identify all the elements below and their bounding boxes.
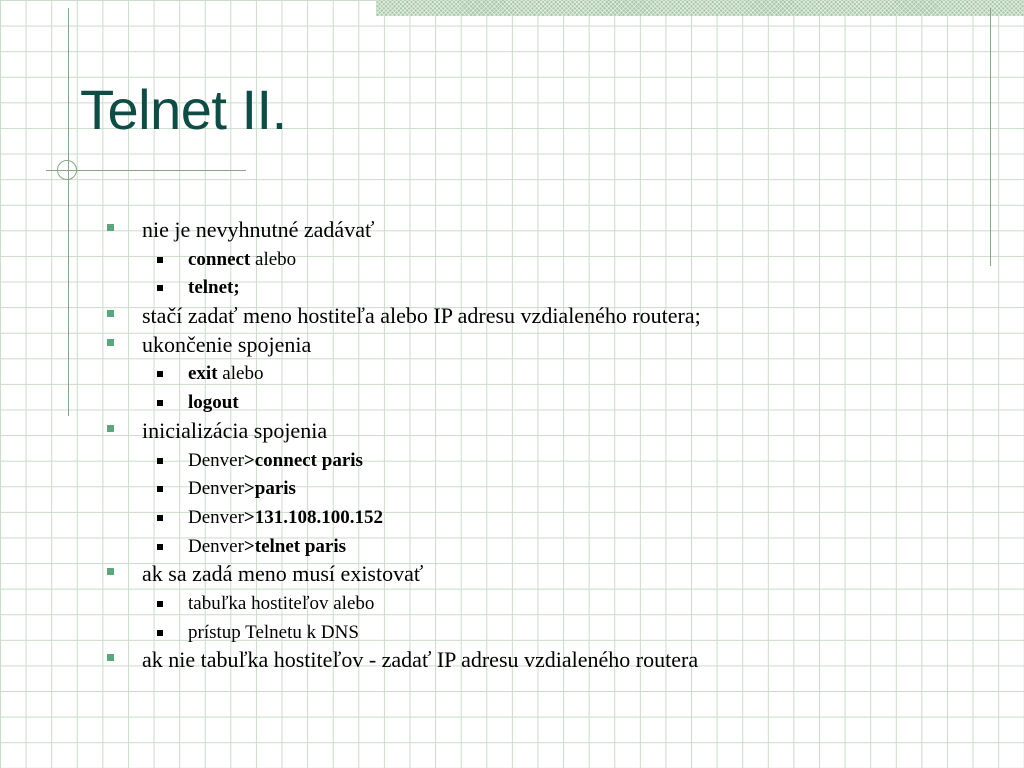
command-text: >telnet paris — [243, 535, 347, 557]
square-bullet-icon — [107, 310, 114, 317]
sub-bullet-item — [0, 530, 1024, 559]
sub-bullet-text: prístup Telnetu k DNS — [188, 621, 359, 643]
command-text: >connect paris — [243, 449, 363, 471]
bullet-text: inicializácia spojenia — [142, 417, 328, 443]
sub-bullet-item — [0, 357, 1024, 386]
sub-bullet-item — [0, 444, 1024, 473]
bullet-item — [0, 214, 1024, 243]
command-keyword: exit — [188, 363, 218, 385]
bullet-item — [0, 644, 1024, 673]
square-sub-bullet-icon — [157, 400, 163, 406]
command-keyword: logout — [188, 392, 239, 414]
square-bullet-icon — [107, 339, 114, 346]
square-bullet-icon — [107, 568, 114, 575]
prompt-text: Denver — [188, 449, 244, 471]
sub-bullet-item — [0, 616, 1024, 645]
sub-bullet-item — [0, 501, 1024, 530]
bullet-item — [0, 300, 1024, 329]
bullet-text: stačí zadať meno hostiteľa alebo IP adresu vzdialeného routera; — [142, 303, 701, 329]
bullet-item — [0, 415, 1024, 444]
prompt-text: Denver — [188, 535, 244, 557]
sub-bullet-text — [188, 392, 239, 414]
prompt-text: Denver — [188, 506, 244, 528]
plain-text: alebo — [217, 363, 264, 385]
sub-bullet-text — [188, 277, 240, 299]
sub-bullet-item — [0, 386, 1024, 415]
slide-title: Telnet II. — [80, 78, 287, 141]
crosshair-circle-icon — [57, 160, 77, 180]
sub-bullet-text — [188, 536, 346, 558]
square-sub-bullet-icon — [157, 630, 163, 636]
sub-bullet-text — [188, 249, 296, 271]
sub-bullet-text — [188, 478, 296, 500]
sub-bullet-text — [188, 363, 263, 385]
square-bullet-icon — [107, 224, 114, 231]
square-sub-bullet-icon — [157, 515, 163, 521]
bullet-item — [0, 558, 1024, 587]
bullet-text: ukončenie spojenia — [142, 331, 312, 357]
square-sub-bullet-icon — [157, 285, 163, 291]
sub-bullet-item — [0, 587, 1024, 616]
slide-content — [0, 214, 1024, 673]
square-sub-bullet-icon — [157, 601, 163, 607]
command-text: >131.108.100.152 — [243, 506, 383, 528]
square-sub-bullet-icon — [157, 486, 163, 492]
decorative-top-band — [376, 0, 1024, 16]
command-text: >paris — [243, 478, 296, 500]
square-sub-bullet-icon — [157, 371, 163, 377]
prompt-text: Denver — [188, 478, 244, 500]
sub-bullet-text: tabuľka hostiteľov alebo — [188, 592, 375, 614]
sub-bullet-item — [0, 472, 1024, 501]
square-sub-bullet-icon — [157, 458, 163, 464]
sub-bullet-item — [0, 271, 1024, 300]
square-sub-bullet-icon — [157, 257, 163, 263]
bullet-item — [0, 329, 1024, 358]
bullet-text: nie je nevyhnutné zadávať — [142, 217, 375, 242]
sub-bullet-text — [188, 450, 363, 472]
bullet-text: ak sa zadá meno musí existovať — [142, 561, 424, 587]
plain-text: alebo — [250, 248, 297, 270]
square-sub-bullet-icon — [157, 544, 163, 550]
bullet-text: ak nie tabuľka hostiteľov - zadať IP adresu vzdialeného routera — [142, 647, 699, 673]
square-bullet-icon — [107, 654, 114, 661]
sub-bullet-item — [0, 243, 1024, 272]
command-keyword: telnet; — [188, 277, 240, 299]
sub-bullet-text — [188, 507, 383, 529]
command-keyword: connect — [188, 248, 251, 270]
square-bullet-icon — [107, 425, 114, 432]
